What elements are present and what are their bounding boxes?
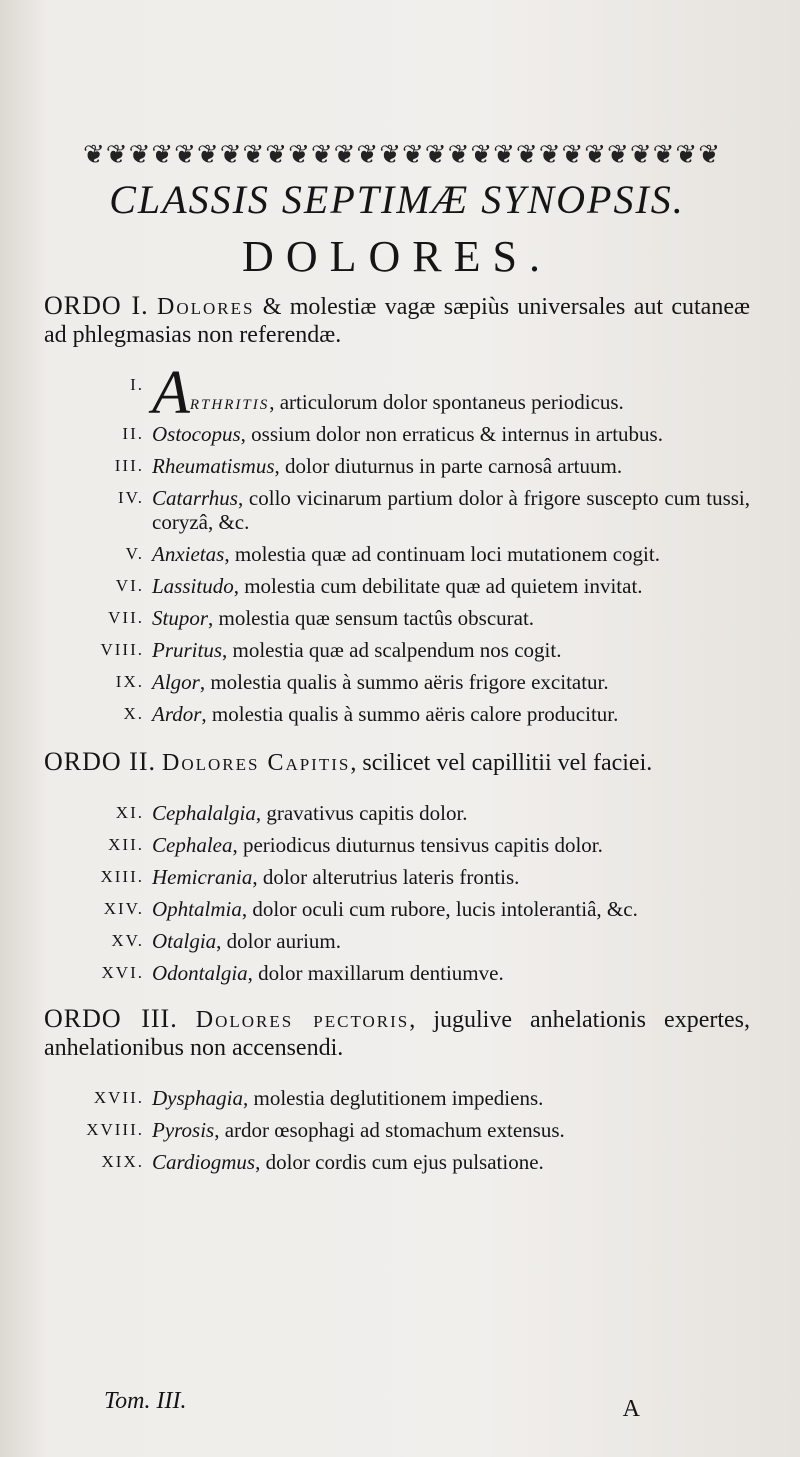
main-title: DOLORES.: [242, 232, 552, 281]
entry-number: IX.: [115, 672, 144, 691]
entry-term: Cephalea: [152, 833, 233, 857]
entry-number: XIX.: [101, 1152, 144, 1171]
entry: [44, 638, 750, 662]
entry-definition: , dolor diuturnus in parte carnosâ artuum.: [274, 454, 623, 478]
entry: [44, 359, 750, 427]
signature-mark: A: [622, 1396, 640, 1422]
entry: [44, 1118, 750, 1142]
ordo-label: ORDO I.: [44, 291, 149, 320]
entry: [44, 486, 750, 534]
volume-mark: Tom. III.: [104, 1388, 187, 1414]
entry-term: Pruritus: [152, 638, 223, 662]
entry-number: I.: [130, 375, 144, 394]
entry-number: II.: [122, 424, 144, 443]
entry-text: [152, 961, 750, 985]
entry-number: VI.: [115, 576, 144, 595]
entry-number: XV.: [111, 931, 144, 950]
entry-term: Hemicrania: [152, 865, 253, 889]
entry-text: [152, 606, 750, 630]
entry-number: XIV.: [103, 899, 144, 918]
entry-text: [152, 542, 750, 566]
entry-number: VII.: [108, 608, 144, 627]
ordo-text: & molestiæ vagæ sæpiùs universales aut cutaneæ ad phlegmasias non referendæ.: [44, 294, 750, 348]
entry-definition: , ardor œsophagi ad stomachum extensus.: [214, 1118, 565, 1142]
ordo-text: , scilicet vel capillitii vel faciei.: [350, 750, 653, 776]
entry-term: Odontalgia: [152, 961, 248, 985]
ordo-3-entries: [44, 1086, 750, 1174]
entry-text: [152, 574, 750, 598]
entry: [44, 670, 750, 694]
page-footer: [44, 1388, 750, 1423]
entry: [44, 422, 750, 446]
entry-definition: , gravativus capitis dolor.: [255, 801, 468, 825]
ordo-2-entries: [44, 801, 750, 985]
entry-term: Cardiogmus: [152, 1150, 256, 1174]
entry-definition: , articulorum dolor spontaneus periodicus.: [269, 390, 624, 414]
entry-definition: , molestia qualis à summo aëris calore producitur.: [201, 702, 619, 726]
entry-text: [152, 670, 750, 694]
entry: [44, 833, 750, 857]
entry: [44, 574, 750, 598]
entry-number: XVII.: [93, 1088, 144, 1107]
entry: [44, 865, 750, 889]
entry-term: Stupor: [152, 606, 209, 630]
entry-text: [152, 897, 750, 921]
entry-definition: , dolor cordis cum ejus pulsatione.: [255, 1150, 544, 1174]
classis-title: CLASSIS SEPTIMÆ SYNOPSIS.: [109, 177, 685, 222]
entry-definition: , ossium dolor non erraticus & internus in artubus.: [240, 422, 663, 446]
entry-definition: , periodicus diuturnus tensivus capitis dolor.: [232, 833, 603, 857]
entry-number: VIII.: [100, 640, 144, 659]
ordo-heading: Dolores Capitis: [162, 750, 351, 776]
ordo-text: , jugulive anhelationis expertes, anhelationibus non accensendi.: [44, 1007, 751, 1061]
entry-term: Ophtalmia: [152, 897, 242, 921]
entry-term: Otalgia: [152, 929, 217, 953]
ornament-band: ❦❦❦❦❦❦❦❦❦❦❦❦❦❦❦❦❦❦❦❦❦❦❦❦❦❦❦❦: [83, 140, 721, 169]
entry-text: [152, 1150, 750, 1174]
entry-definition: , molestia quæ sensum tactûs obscurat.: [208, 606, 535, 630]
entry-term: Anxietas: [152, 542, 225, 566]
entry-text: [152, 422, 750, 446]
entry-term: Ostocopus: [152, 422, 241, 446]
entry-number: XIII.: [100, 867, 144, 886]
entry-number: X.: [123, 704, 144, 723]
ordo-1-heading: [44, 292, 750, 349]
entry-number: V.: [125, 544, 144, 563]
entry-text: [152, 1118, 750, 1142]
entry-text: [152, 702, 750, 726]
entry-term: Ardor: [152, 702, 202, 726]
entry-number: XVI.: [101, 963, 144, 982]
entry-definition: , dolor maxillarum dentiumve.: [247, 961, 504, 985]
entry-text: [152, 1086, 750, 1110]
entry-number: IV.: [118, 488, 144, 507]
term-rest: rthritis: [189, 390, 270, 414]
ordo-label: ORDO III.: [44, 1004, 178, 1033]
entry: [44, 1150, 750, 1174]
entry: [44, 542, 750, 566]
entry-text: [152, 801, 750, 825]
entry-text: [152, 486, 750, 534]
entry-number: XI.: [115, 803, 144, 822]
entry-text: [152, 929, 750, 953]
entry: [44, 606, 750, 630]
initial-letter: A: [152, 359, 190, 427]
entry-definition: , molestia qualis à summo aëris frigore excitatur.: [199, 670, 609, 694]
entry-definition: , dolor alterutrius lateris frontis.: [252, 865, 520, 889]
entry-text: [152, 359, 750, 427]
entry-text: [152, 833, 750, 857]
entry-term: Dysphagia: [152, 1086, 243, 1110]
entry-number: XVIII.: [86, 1120, 144, 1139]
entry-term: Algor: [152, 670, 200, 694]
entry-term: Lassitudo: [152, 574, 234, 598]
entry-definition: , molestia deglutitionem impediens.: [243, 1086, 544, 1110]
entry-term: Rheumatismus: [152, 454, 275, 478]
entry: [44, 1086, 750, 1110]
ordo-2-heading: [44, 748, 750, 777]
entry-definition: , molestia quæ ad continuam loci mutationem cogit.: [224, 542, 660, 566]
entry-definition: , molestia quæ ad scalpendum nos cogit.: [222, 638, 562, 662]
entry-text: [152, 865, 750, 889]
ordo-heading: Dolores pectoris: [195, 1007, 410, 1033]
entry-definition: , dolor oculi cum rubore, lucis intolerantiâ, &c.: [241, 897, 638, 921]
entry: [44, 702, 750, 726]
entry: [44, 929, 750, 953]
ordo-3-heading: [44, 1005, 750, 1062]
entry-definition: , molestia cum debilitate quæ ad quietem invitat.: [233, 574, 643, 598]
entry-number: III.: [114, 456, 144, 475]
ordo-label: ORDO II.: [44, 747, 156, 776]
entry: [44, 454, 750, 478]
entry-text: [152, 638, 750, 662]
entry: [44, 801, 750, 825]
ordo-1-entries: [44, 359, 750, 726]
entry-term: Pyrosis: [152, 1118, 215, 1142]
entry-number: XII.: [108, 835, 144, 854]
entry: [44, 961, 750, 985]
entry-text: [152, 454, 750, 478]
entry-definition: , collo vicinarum partium dolor à frigore suscepto cum tussi, coryzâ, &c.: [152, 486, 750, 534]
entry-term: Catarrhus: [152, 486, 238, 510]
entry: [44, 897, 750, 921]
entry-definition: , dolor aurium.: [216, 929, 341, 953]
ordo-heading: Dolores: [156, 294, 255, 320]
entry-term: Cephalalgia: [152, 801, 256, 825]
entry-term: [152, 359, 270, 427]
